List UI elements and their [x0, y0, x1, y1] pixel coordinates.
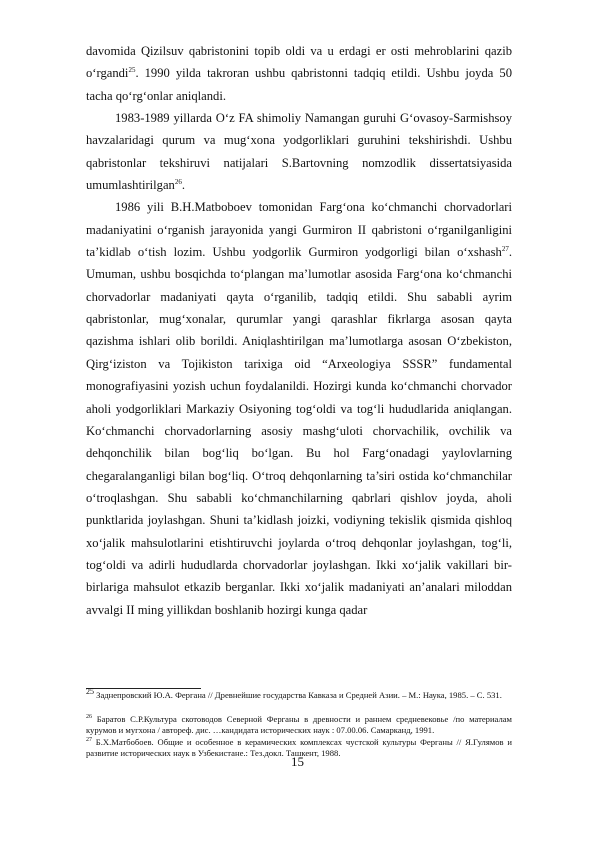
- footnote-27: $^{27}$ Б.Х.Матбобоев. Общие и особенное в керамических комплексах чустской культуры Ферганы // Я.Гулямов и развитие исторических наук в Узбекистане.: Тез.докл. Ташкент, 1988.: [86, 737, 512, 758]
- paragraph-1: davomida Qizilsuv qabristonini topib oldi va u erdagi er osti mehroblarini qazib o‘rgandi$^{25}$. 1990 yilda takroran ushbu qabristonni tadqiq etildi. Ushbu joyda 50 tacha qo‘rg‘onlar aniqlandi.: [86, 44, 512, 103]
- footnote-ref-25[interactable]: 25: [128, 66, 136, 75]
- paragraph-2: 1983-1989 yillarda O‘z FA shimoliy Namangan guruhi G‘ovasoy-Sarmishsoy havzalaridagi qurum va mug‘xona yodgorliklari guruhini tekshirishdi. Ushbu qabristonlar tekshiruvi natijalari S.Bartovning nomzodlik dissertatsiyasida umumlashtirilgan$^{26}$.: [86, 111, 512, 193]
- footnote-ref-27[interactable]: 27: [501, 244, 509, 253]
- paragraph-3: 1986 yili B.H.Matboboev tomonidan Farg‘ona ko‘chmanchi chorvadorlari madaniyatini o‘rganish jarayonida yangi Gurmiron II qabristoni o‘rganilganligini ta’kidlab o‘tish lozim. Ushbu yodgorlik Gurmiron yodgorligi bilan o‘xshash$^{27}$. Umuman, ushbu bosqichda to‘plangan ma’lumotlar asosida Farg‘ona ko‘chmanchi chorvadorlar madaniyati qayta o‘rganilib, tadqiq etildi. Shu sababli ayrim qabristonlar, mug‘xonalar, qurumlar yangi qarashlar fikrlarga asosan qayta qazishma ishlari olib borildi. Aniqlashtirilgan ma’lumotlarga asosan O‘zbekiston, Qirg‘iziston va Tojikiston tarixiga oid “Arxeologiya SSSR” fundamental monografiyasini yozish uchun foydalanildi. Hozirgi kunda ko‘chmanchi chorvador aholi yodgorliklari Markaziy Osiyoning tog‘oldi va tog‘li hududlarida aniqlangan. Ko‘chmanchi chorvadorlarning asosiy mashg‘uloti chorvachilik, ovchilik va dehqonchilik bilan bog‘liq bo‘lgan. Bu hol Farg‘onadagi yaylovlarning chegaralanganligi bilan bog‘liq. O‘troq dehqonlarning ta’siri ostida ko‘chmanchilar o‘troqlashgan. Shu sababli ko‘chmanchilarning qabrlari qishlov joyda, aholi punktlarida joylashgan. Shuni ta’kidlash joizki, vodiyning tekislik qismida qishloq xo‘jalik mahsulotlarini etishtiruvchi joylarda o‘troq dehqonlar joylashgan, tog‘li, tog‘oldi va adirli hududlarda chorvadorlar joylashgan. Ikki xo‘jalik vakillari bir-birlariga mahsulot etkazib berganlar. Ikki xo‘jalik madaniyati an’analari miloddan avvalgi II ming yillikdan boshlanib hozirgi kunga qadar: [86, 200, 512, 617]
- main-text: [86, 40, 512, 621]
- footnote-25: $^{25}$ Заднепровский Ю.А. Фергана // Древнейшие государства Кавказа и Средней Азии. – М.: Наука, 1985. – С. 531.: [86, 687, 502, 700]
- footnote-ref-26[interactable]: 26: [174, 177, 182, 186]
- footnote-divider: [86, 688, 201, 689]
- footnote-26: $^{26}$ Баратов С.Р.Культура скотоводов Северной Ферганы в древности и раннем средневековье /по материалам курумов и мугхона / автореф. дис. …кандидата исторических наук : 07.00.06. Самарканд, 1991.: [86, 714, 512, 735]
- page-number: 15: [291, 754, 304, 769]
